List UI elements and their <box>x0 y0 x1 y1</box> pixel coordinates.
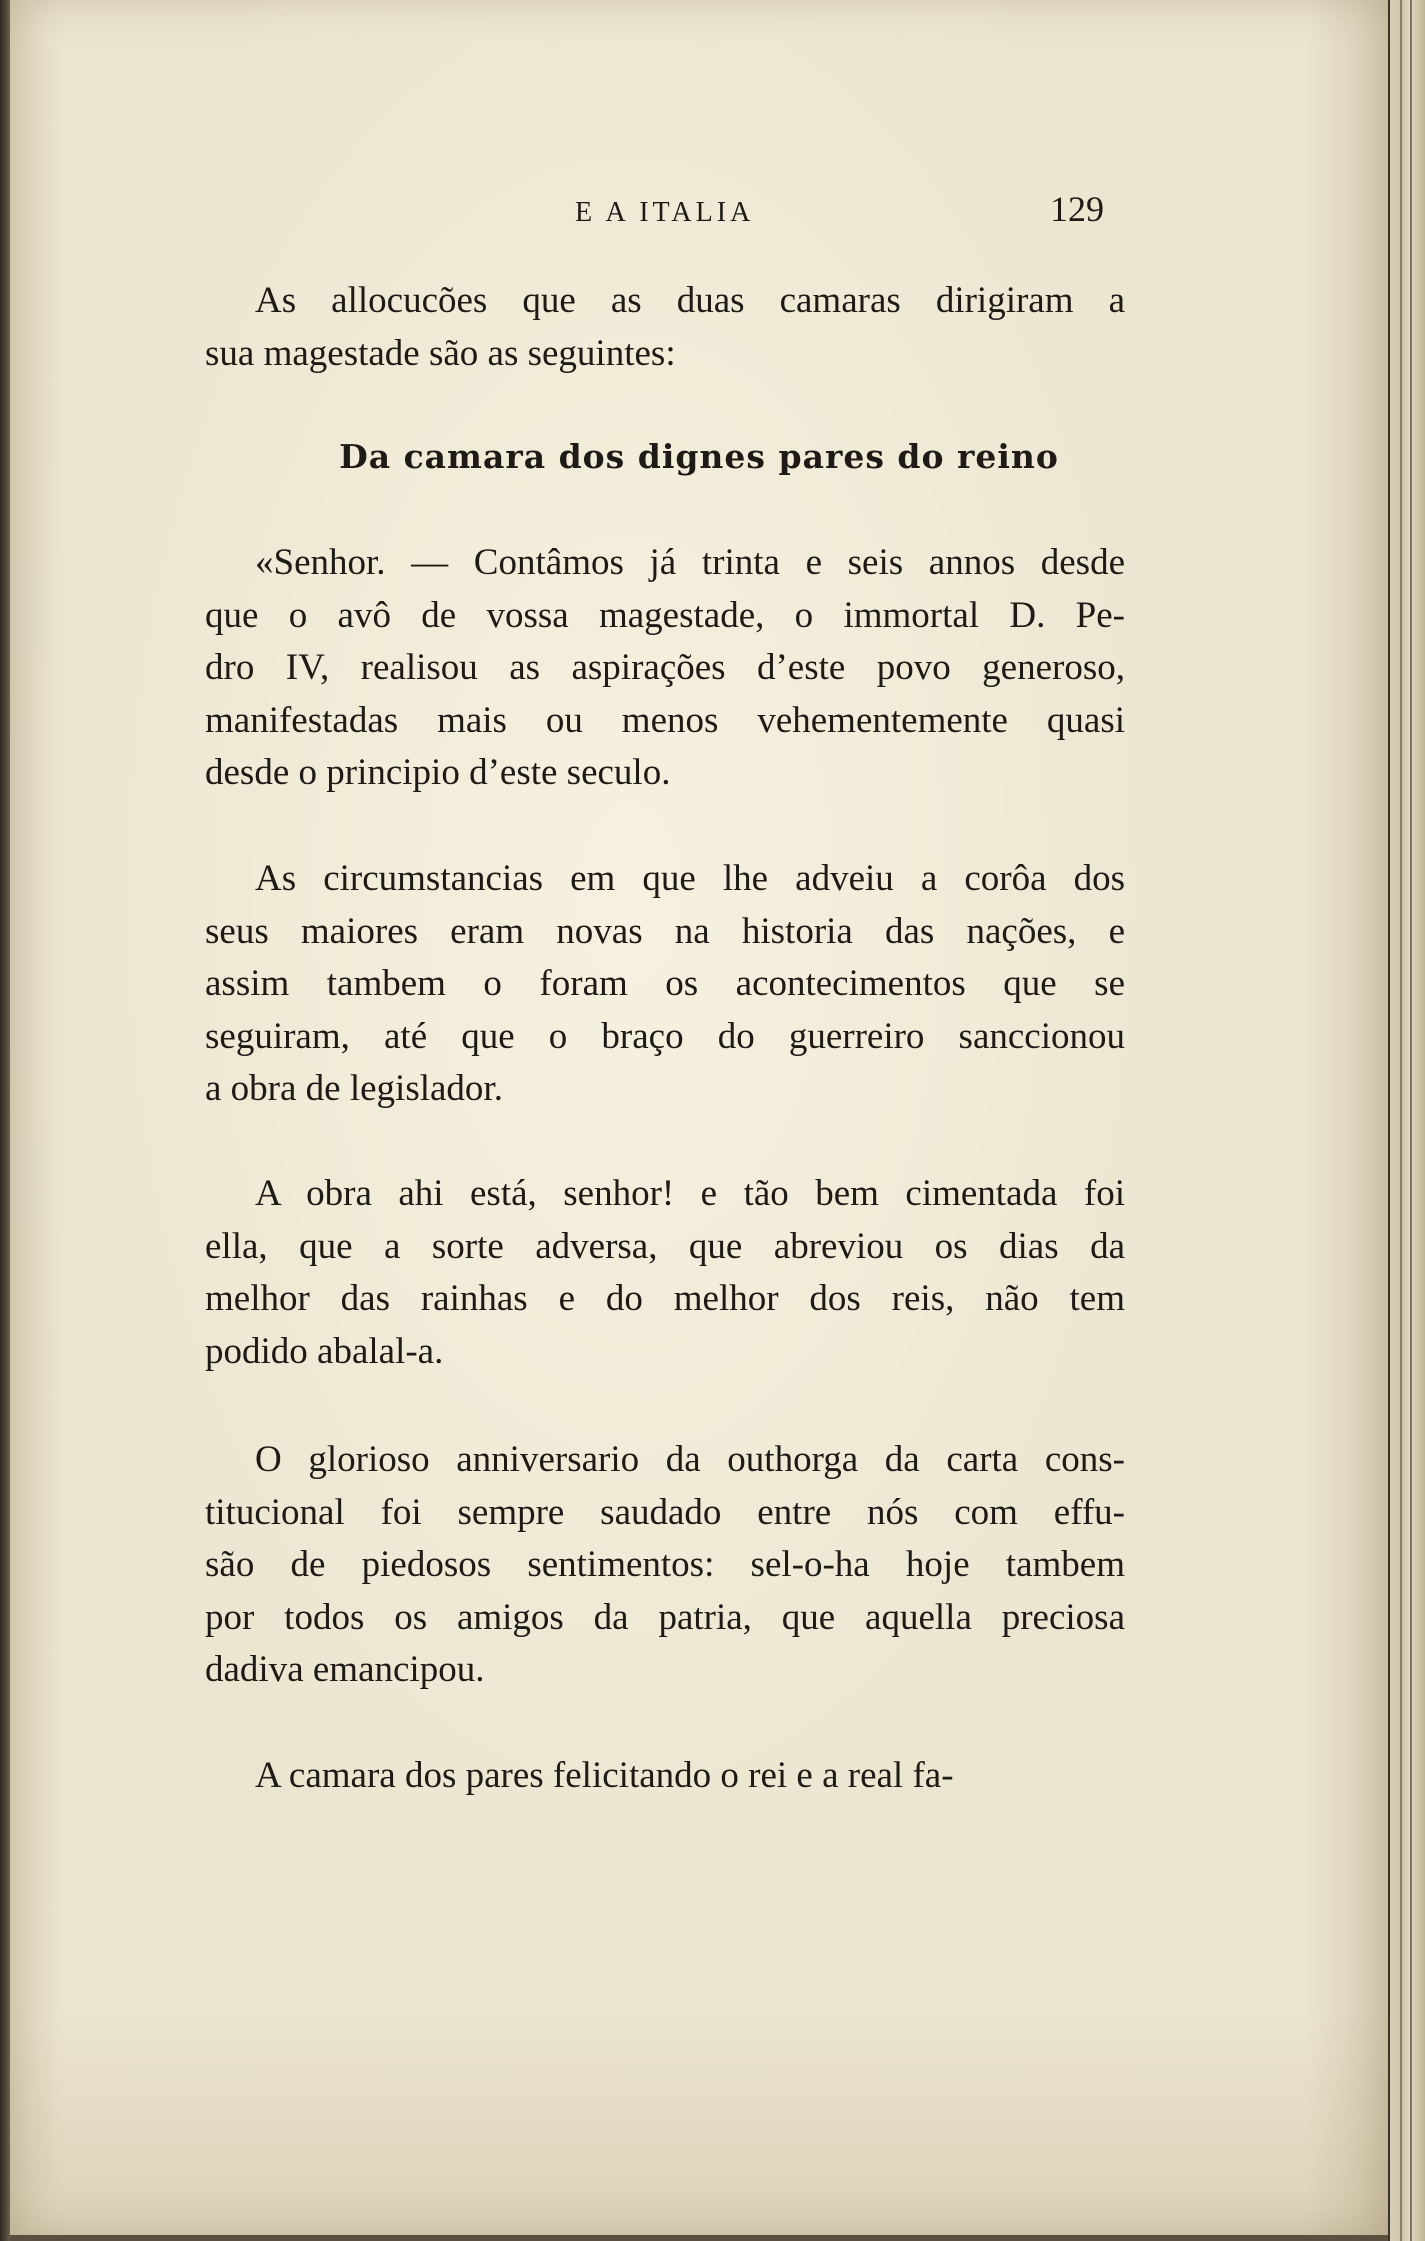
text-line: manifestadas mais ou menos vehementemente quasi <box>205 699 1125 741</box>
page-edges <box>1388 0 1425 2241</box>
text-line: seus maiores eram novas na historia das nações, e <box>205 910 1125 952</box>
text-line: dadiva emancipou. <box>205 1649 485 1690</box>
text-line: dro IV, realisou as aspirações d’este povo generoso, <box>205 647 1125 688</box>
text-line: que o avô de vossa magestade, o immortal D. Pe- <box>205 594 1125 636</box>
paragraph-4 <box>205 1434 1125 1697</box>
text-line: As circumstancias em que lhe adveiu a corôa dos <box>255 858 1125 899</box>
text-line: desde o principio d’este seculo. <box>205 752 671 793</box>
page-text <box>10 0 1388 2235</box>
text-line: por todos os amigos da patria, que aquella preciosa <box>205 1596 1125 1638</box>
text-line: podido abalal-a. <box>205 1330 444 1372</box>
text-line: ella, que a sorte adversa, que abreviou os dias da <box>205 1225 1125 1267</box>
page-number: 129 <box>1050 189 1104 229</box>
text-line: As allocucões que as duas camaras dirigiram a <box>255 280 1125 321</box>
page-edge-line <box>1410 0 1412 2241</box>
intro-paragraph <box>205 275 1125 380</box>
text-line: melhor das rainhas e do melhor dos reis, não tem <box>205 1278 1125 1319</box>
text-line: sua magestade são as seguintes: <box>205 332 676 374</box>
text-line: a obra de legislador. <box>205 1068 503 1109</box>
text-line: «Senhor. — Contâmos já trinta e seis annos desde <box>255 542 1125 583</box>
text-line: O glorioso anniversario da outhorga da carta cons- <box>255 1439 1125 1480</box>
paragraph-3 <box>205 1168 1125 1378</box>
text-line: titucional foi sempre saudado entre nós com effu- <box>205 1491 1125 1533</box>
page-edge-line <box>1400 0 1402 2241</box>
text-line: A obra ahi está, senhor! e tão bem cimentada foi <box>255 1173 1125 1214</box>
text-line: seguiram, até que o braço do guerreiro sanccionou <box>205 1015 1125 1057</box>
page-edge-line <box>1388 0 1390 2241</box>
running-title: E A ITALIA <box>575 197 755 228</box>
book-page <box>10 0 1388 2235</box>
text-line: assim tambem o foram os acontecimentos que se <box>205 963 1125 1004</box>
paragraph-2 <box>205 853 1125 1116</box>
binding-shadow <box>0 0 10 2241</box>
text-line: são de piedosos sentimentos: sel-o-ha hoje tambem <box>205 1544 1125 1585</box>
paragraph-5 <box>205 1750 1125 1803</box>
paragraph-1 <box>205 537 1125 800</box>
section-heading: Da camara dos dignes pares do reino <box>339 437 1059 476</box>
text-line: A camara dos pares felicitando o rei e a real fa- <box>255 1755 954 1796</box>
